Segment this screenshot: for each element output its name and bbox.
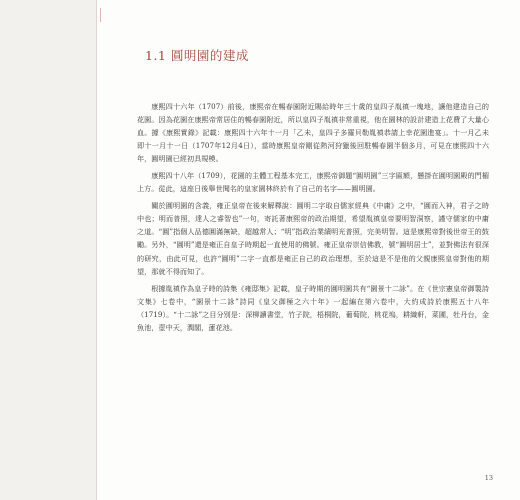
paragraph-3: 關於圓明園的含義，雍正皇帝在後來解釋說：圓明二字取自儒家經典《中庸》之中，“圓而入神，君子之時中也；明而普照，達人之睿智也”一句，寄託著康熙帝的政治期望，希望胤禛皇帝要明智洞察，謹守儒家的中庸之道。“圓”指個人品德圓滿無缺，超越常人；“明”指政治業績明光普照，完美明智。這是康熙帝對後世帝王的鼓勵。另外，“圓明”還是雍正自皇子時期起一直使用的佛號。雍正皇帝崇信佛教，號“圓明居士”，並對佛法有很深的研究，由此可見，也許“圓明”二字一直都是雍正自己的政治理想，至於這是不是他的父親康熙皇帝對他的期望，那就不得而知了。	[137, 201, 489, 276]
book-page	[96, 0, 520, 500]
paragraph-1: 康熙四十六年（1707）前後，康熙帝在暢春園附近賜給時年三十歲的皇四子胤禛一塊地，讓他建造自己的花園。因為花園在康熙帝常居住的暢春園附近，所以皇四子胤禛非常重視，他在園林的設計建造上花費了大量心血。據《康熙實錄》記載：康熙四十六年十一月「乙未，皇四子多羅貝勒胤禛恭請上幸花園進宴」。十一月乙未即十一月十一日（1707年12月4日），當時康熙皇帝剛從熱河狩獵後回駐暢春園半個多月，可見在康熙四十六年，圓明園已經初具規模。	[137, 102, 489, 164]
page-number: 13	[484, 474, 493, 482]
page-edge-mark	[100, 8, 101, 22]
paragraph-4: 根據胤禛作為皇子時的詩集《雍邸集》記載，皇子時期的圓明園共有“園景十二詠”。在《世宗憲皇帝御製詩文集》七卷中，“園景十二詠”詩同《皇父御極之六十年》一起編在第六卷中，大約成詩於康熙五十八年（1719）。“十二詠”之目分別是：深柳讀書堂，竹子院，梧桐院，葡萄院，桃花塢，耕織軒，菜圃，牡丹台，金魚池，壺中天，潤閣，蓮花池。	[137, 283, 489, 332]
section-title: 1.1 圓明園的建成	[145, 48, 249, 63]
body-text	[137, 100, 489, 338]
paragraph-2: 康熙四十八年（1709），花園的主體工程基本完工，康熙帝御題“圓明園”三字匾額，懸掛在圓明園殿的門楣上方。從此，這座日後舉世聞名的皇家園林終於有了自己的名字——圓明園。	[137, 171, 489, 194]
